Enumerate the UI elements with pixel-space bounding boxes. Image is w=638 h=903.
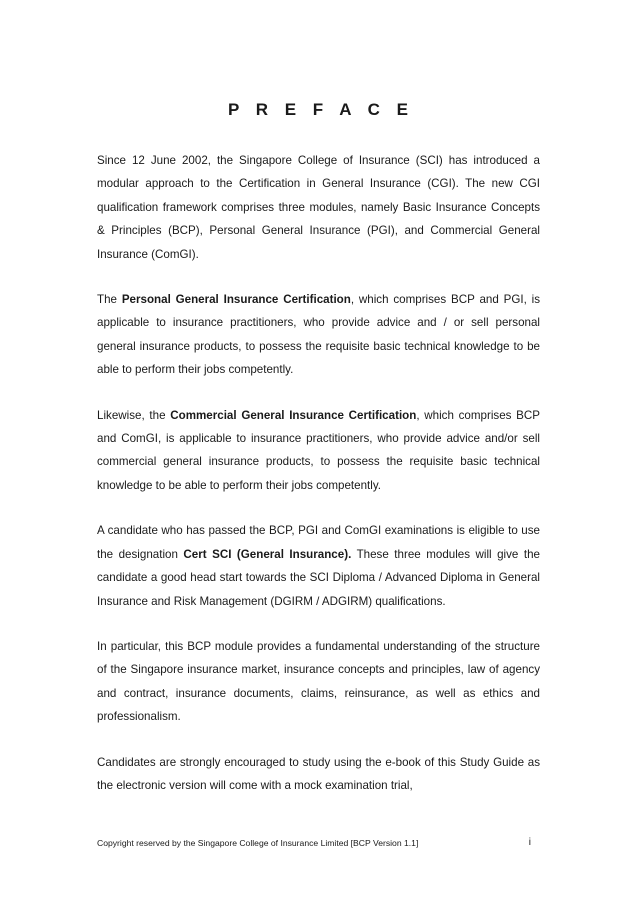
bold-term: Commercial General Insurance Certification [170, 408, 417, 422]
paragraph-text: In particular, this BCP module provides a fundamental understanding of the structure of the Singapore insurance market, insurance concepts and principles, law of agency and contract, insurance documents, claims, reinsurance, as well as ethics and professionalism. [97, 639, 540, 724]
paragraph [97, 404, 540, 498]
paragraph [97, 288, 540, 382]
paragraph-text: Candidates are strongly encouraged to study using the e-book of this Study Guide as the electronic version will come with a mock examination trial, [97, 755, 540, 792]
paragraph-text: Since 12 June 2002, the Singapore College of Insurance (SCI) has introduced a modular approach to the Certification in General Insurance (CGI). The new CGI qualification framework comprises three modules, namely Basic Insurance Concepts & Principles (BCP), Personal General Insurance (PGI), and Commercial General Insurance (ComGI). [97, 154, 540, 261]
paragraph-text: The [97, 293, 122, 307]
paragraph-text: A candidate who has passed the BCP, PGI and ComGI examinations is eligible to use the designation [97, 524, 540, 561]
paragraph [97, 519, 540, 613]
page-title: P R E F A C E [227, 100, 414, 119]
paragraph-text: These three modules will give the candidate a good head start towards the SCI Diploma / Advanced Diploma in General Insurance and Risk Management (DGIRM / ADGIRM) qualifications. [97, 547, 540, 608]
bold-term: Cert SCI (General Insurance). [183, 547, 352, 561]
page-number: i [528, 837, 531, 848]
paragraph-text: Likewise, the [97, 408, 171, 422]
copyright-notice: Copyright reserved by the Singapore College of Insurance Limited [BCP Version 1.1] [97, 838, 419, 848]
page-footer [97, 838, 540, 848]
paragraph [97, 751, 540, 798]
paragraph-text: , which comprises BCP and ComGI, is applicable to insurance practitioners, who provide advice and/or sell commercial general insurance products, to possess the requisite basic technical knowledge to be able to perform their jobs competently. [97, 408, 540, 492]
bold-term: Personal General Insurance Certification [121, 293, 351, 307]
preface-body [97, 149, 540, 819]
paragraph-text: , which comprises BCP and PGI, is applicable to insurance practitioners, who provide advice and / or sell personal general insurance products, to possess the requisite basic technical knowledge to be able to perform their jobs competently. [97, 293, 540, 377]
paragraph [97, 149, 540, 266]
paragraph [97, 635, 540, 729]
